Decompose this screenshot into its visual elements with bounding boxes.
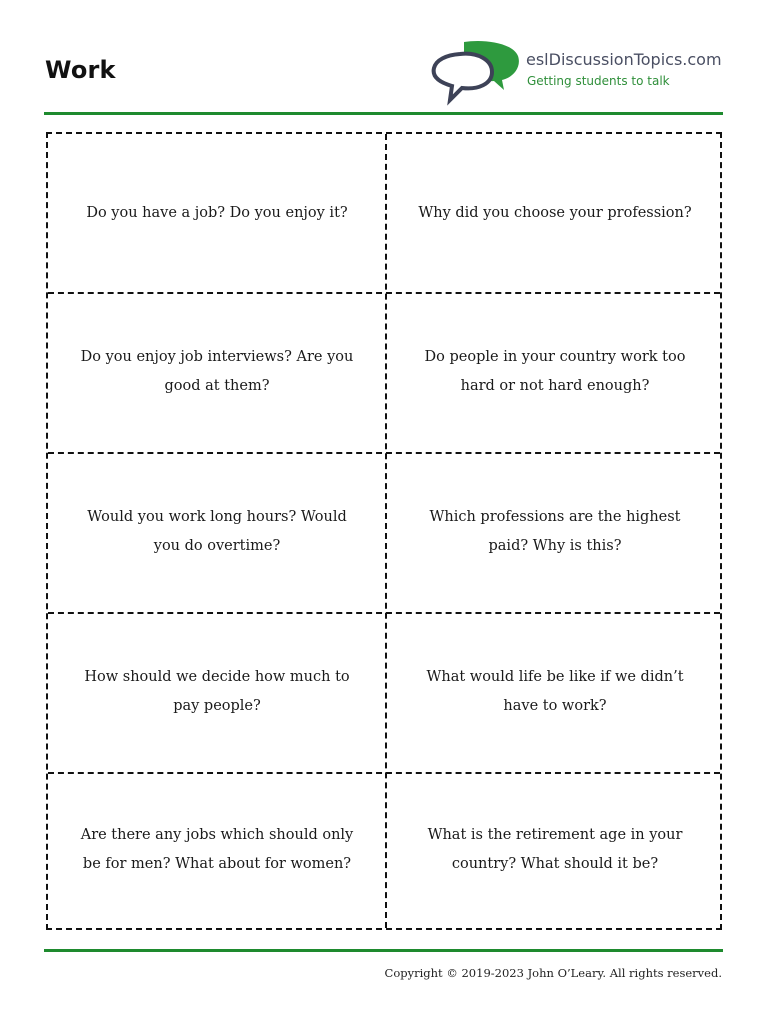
question-card bbox=[48, 612, 386, 772]
question-card bbox=[386, 452, 724, 612]
question-card bbox=[48, 772, 386, 928]
card-grid bbox=[46, 132, 722, 930]
copyright-notice: Copyright © 2019-2023 John O’Leary. All rights reserved. bbox=[384, 966, 722, 980]
footer-rule bbox=[44, 949, 723, 952]
question-text: Are there any jobs which should only be for men? What about for women? bbox=[80, 827, 354, 872]
site-logo[interactable] bbox=[430, 40, 730, 106]
question-text: Do you have a job? Do you enjoy it? bbox=[86, 204, 348, 221]
header-rule bbox=[44, 112, 723, 115]
question-text: What would life be like if we didn’t have to work? bbox=[426, 669, 684, 714]
question-card bbox=[48, 452, 386, 612]
logo-tagline: Getting students to talk bbox=[527, 74, 670, 88]
question-card bbox=[386, 134, 724, 292]
question-text: Do you enjoy job interviews? Are you good at them? bbox=[80, 349, 354, 394]
page-title: Work bbox=[45, 56, 116, 84]
question-card bbox=[48, 134, 386, 292]
question-card bbox=[48, 292, 386, 452]
question-text: What is the retirement age in your country? What should it be? bbox=[427, 827, 683, 872]
question-text: How should we decide how much to pay people? bbox=[84, 669, 350, 714]
question-card bbox=[386, 612, 724, 772]
speech-bubbles-icon bbox=[430, 40, 526, 106]
question-card bbox=[386, 772, 724, 928]
question-text: Why did you choose your profession? bbox=[418, 204, 692, 221]
question-card bbox=[386, 292, 724, 452]
question-text: Which professions are the highest paid? Why is this? bbox=[429, 509, 681, 554]
logo-name: eslDiscussionTopics.com bbox=[526, 50, 722, 69]
question-text: Do people in your country work too hard or not hard enough? bbox=[424, 349, 686, 394]
question-text: Would you work long hours? Would you do overtime? bbox=[87, 509, 347, 554]
